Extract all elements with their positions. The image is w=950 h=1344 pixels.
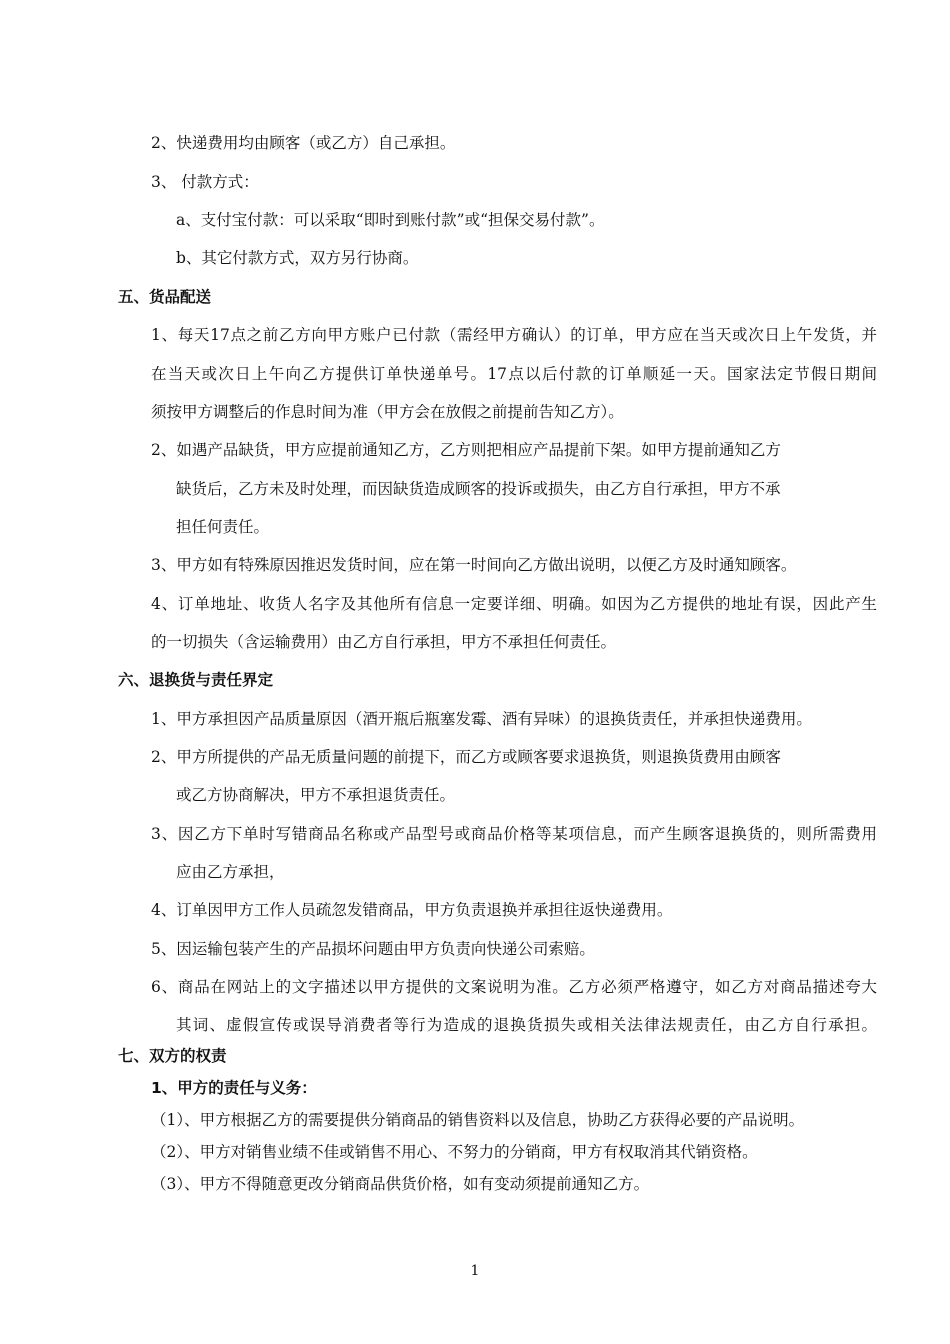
paragraph-line: 4、订单地址、收货人名字及其他所有信息一定要详细、明确。如因为乙方提供的地址有误，因此产生 (151, 595, 877, 613)
paragraph-line: （2）、甲方对销售业绩不佳或销售不用心、不努力的分销商，甲方有权取消其代销资格。 (151, 1143, 758, 1161)
paragraph-line: 2、甲方所提供的产品无质量问题的前提下，而乙方或顾客要求退换货，则退换货费用由顾客 (151, 748, 781, 766)
paragraph-line: a、支付宝付款：可以采取“即时到账付款”或“担保交易付款”。 (176, 211, 605, 229)
paragraph-line: b、其它付款方式，双方另行协商。 (176, 249, 419, 267)
paragraph-line: 2、快递费用均由顾客（或乙方）自己承担。 (151, 134, 456, 152)
paragraph-line: （3）、甲方不得随意更改分销商品供货价格，如有变动须提前通知乙方。 (151, 1175, 650, 1193)
subsection-heading: 1、甲方的责任与义务： (151, 1079, 317, 1097)
page-number: 1 (470, 1263, 480, 1279)
paragraph-line: 1、甲方承担因产品质量原因（酒开瓶后瓶塞发霉、酒有异味）的退换货责任，并承担快递费用。 (151, 710, 812, 728)
paragraph-line: 或乙方协商解决，甲方不承担退货责任。 (176, 786, 456, 804)
paragraph-line: 4、订单因甲方工作人员疏忽发错商品，甲方负责退换并承担往返快递费用。 (151, 901, 673, 919)
paragraph-line: 6、商品在网站上的文字描述以甲方提供的文案说明为准。乙方必须严格遵守，如乙方对商品描述夸大 (151, 978, 877, 996)
paragraph-line: 1、每天17点之前乙方向甲方账户已付款（需经甲方确认）的订单，甲方应在当天或次日上午发货，并 (151, 326, 877, 344)
paragraph-line: 缺货后，乙方未及时处理，而因缺货造成顾客的投诉或损失，由乙方自行承担，甲方不承 (176, 480, 781, 498)
paragraph-line: 应由乙方承担， (176, 863, 285, 881)
section-heading: 七、双方的权责 (118, 1047, 227, 1065)
paragraph-line: 2、如遇产品缺货，甲方应提前通知乙方，乙方则把相应产品提前下架。如甲方提前通知乙方 (151, 441, 781, 459)
paragraph-line: 3、因乙方下单时写错商品名称或产品型号或商品价格等某项信息，而产生顾客退换货的，则所需费用 (151, 825, 877, 843)
section-heading: 六、退换货与责任界定 (118, 671, 274, 689)
paragraph-line: 须按甲方调整后的作息时间为准（甲方会在放假之前提前告知乙方）。 (151, 403, 624, 421)
paragraph-line: （1）、甲方根据乙方的需要提供分销商品的销售资料以及信息，协助乙方获得必要的产品说明。 (151, 1111, 805, 1129)
paragraph-line: 3、甲方如有特殊原因推迟发货时间，应在第一时间向乙方做出说明，以便乙方及时通知顾客。 (151, 556, 797, 574)
paragraph-line: 在当天或次日上午向乙方提供订单快递单号。17点以后付款的订单顺延一天。国家法定节假日期间 (151, 365, 877, 383)
paragraph-line: 其词、虚假宣传或误导消费者等行为造成的退换货损失或相关法律法规责任，由乙方自行承担。 (176, 1016, 877, 1034)
section-heading: 五、货品配送 (118, 288, 212, 306)
paragraph-line: 3、 付款方式： (151, 173, 259, 191)
paragraph-line: 的一切损失（含运输费用）由乙方自行承担，甲方不承担任何责任。 (151, 633, 617, 651)
paragraph-line: 担任何责任。 (176, 518, 270, 536)
paragraph-line: 5、因运输包装产生的产品损坏问题由甲方负责向快递公司索赔。 (151, 940, 595, 958)
